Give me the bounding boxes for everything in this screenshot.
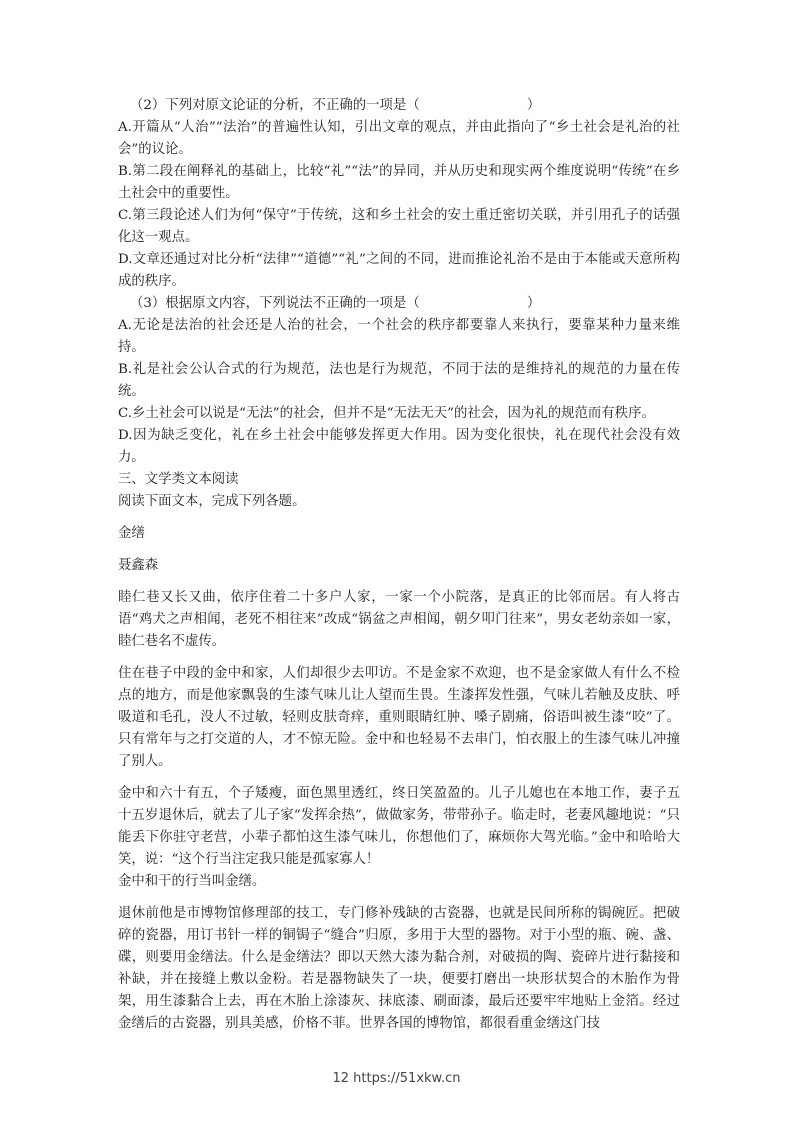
question-3-option-a: A.无论是法治的社会还是人治的社会，一个社会的秩序都要靠人来执行，要靠某种力量来维持。 — [118, 318, 680, 355]
page-footer: 12 https://51xkw.cn — [332, 1071, 461, 1086]
section-heading: 三、文学类文本阅读 — [118, 472, 239, 487]
story-paragraph: 退休前他是市博物馆修理部的技工，专门修补残缺的古瓷器，也就是民间所称的锔碗匠。把破碎的瓷器，用订书针一样的铜锔子“缝合”归原，多用于大型的器物。对于小型的瓶、碗、盏、碟，则要用金缮法。什么是金缮法？即以天然大漆为黏合剂，对破损的陶、瓷碎片进行黏接和补缺，并在接缝上敷以金粉。若是器物缺失了一块，便要打磨出一块形状契合的木胎作为骨架，用生漆黏合上去，再在木胎上涂漆灰、抹底漆、刷面漆，最后还要牢牢地贴上金箔。经过金缮后的古瓷器，别具美感，价格不菲。世界各国的博物馆，都很看重金缮这门技 — [118, 906, 680, 1031]
question-3-option-c: C.乡土社会可以说是“无法”的社会，但并不是“无法无天”的社会，因为礼的规范而有秩序。 — [118, 406, 655, 421]
question-2-option-b: B.第二段在阐释礼的基础上，比较“礼”“法”的异同，并从历史和现实两个维度说明“传统”在乡土社会中的重要性。 — [118, 164, 680, 201]
question-2-option-a: A.开篇从“人治”“法治”的普遍性认知，引出文章的观点，并由此指向了“乡土社会是礼治的社会”的议论。 — [118, 120, 680, 157]
document-page — [118, 95, 680, 1035]
question-2-option-c: C.第三段论述人们为何“保守”于传统，这和乡土社会的安土重迁密切关联，并引用孔子的话强化这一观点。 — [118, 208, 680, 245]
question-3-stem: （3）根据原文内容，下列说法不正确的一项是（ ） — [130, 296, 541, 311]
story-paragraph: 睦仁巷又长又曲，依序住着二十多户人家，一家一个小院落，是真正的比邻而居。有人将古语“鸡犬之声相闻，老死不相往来”改成“锅盆之声相闻，朝夕叩门往来”，男女老幼亲如一家，睦仁巷名不虚传。 — [118, 590, 680, 649]
story-paragraph: 金中和干的行当叫金缮。 — [118, 874, 266, 889]
question-3-option-d: D.因为缺乏变化，礼在乡土社会中能够发挥更大作用。因为变化很快，礼在现代社会没有效力。 — [118, 428, 680, 465]
story-paragraph: 金中和六十有五，个子矮瘦，面色黑里透红，终日笑盈盈的。儿子儿媳也在本地工作，妻子五十五岁退休后，就去了儿子家“发挥余热”，做做家务，带带孙子。临走时，老妻风趣地说：“只能丢下你驻守老营，小辈子都怕这生漆气味儿，你想他们了，麻烦你大驾光临。”金中和哈哈大笑，说：“这个行当注定我只能是孤家寡人！ — [118, 786, 680, 867]
question-3-option-b: B.礼是社会公认合式的行为规范，法也是行为规范，不同于法的是维持礼的规范的力量在传统。 — [118, 362, 680, 399]
question-2-option-d: D.文章还通过对比分析“法律”“道德”“礼”之间的不同，进而推论礼治不是由于本能或天意所构成的秩序。 — [118, 252, 680, 289]
story-paragraph: 住在巷子中段的金中和家，人们却很少去叩访。不是金家不欢迎，也不是金家做人有什么不检点的地方，而是他家飘袅的生漆气味儿让人望而生畏。生漆挥发性强，气味儿若触及皮肤、呼吸道和毛孔，没人不过敏，轻则皮肤奇痒，重则眼睛红肿、嗓子剧痛，俗语叫被生漆“咬”了。只有常年与之打交道的人，才不惊无险。金中和也轻易不去串门，怕衣服上的生漆气味儿冲撞了别人。 — [118, 666, 680, 769]
story-author: 聂鑫森 — [118, 558, 159, 573]
question-2-stem: （2）下列对原文论证的分析，不正确的一项是（ ） — [130, 98, 541, 113]
section-instruction: 阅读下面文本，完成下列各题。 — [118, 494, 306, 509]
story-title: 金缮 — [118, 526, 145, 541]
